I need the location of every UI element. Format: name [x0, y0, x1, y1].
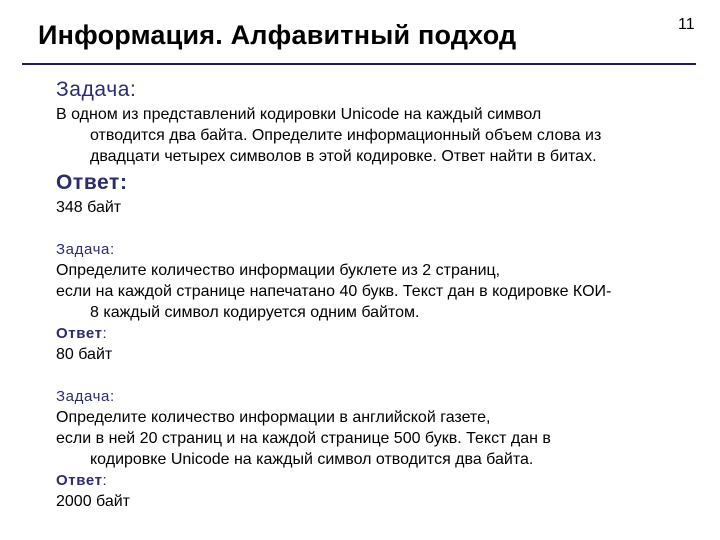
task-2-text: [56, 260, 696, 323]
task-3-text: [56, 407, 696, 470]
task-2-heading: [56, 239, 696, 260]
task-3-answer-heading: [56, 470, 696, 491]
task-3-line-3: кодировке Unicode на каждый символ отводится два байта.: [90, 451, 534, 468]
task-1-heading: Задача:: [56, 78, 137, 101]
task-3-heading-word: Задача: [56, 388, 110, 405]
task-1-line-1: В одном из представлений кодировки Unicode на каждый символ: [56, 106, 542, 123]
task-1-text: [56, 104, 696, 167]
task-3-line-2: если в ней 20 страниц и на каждой странице 500 букв. Текст дан в: [56, 430, 551, 447]
task-3-heading: [56, 386, 696, 407]
task-1-answer-heading: Ответ:: [56, 171, 128, 194]
task-1-line-2: отводится два байта. Определите информационный объем слова из: [90, 127, 602, 144]
task-2-answer: 80 байт: [56, 346, 113, 363]
task-2-heading-colon: :: [109, 241, 115, 258]
spacer: [56, 365, 696, 386]
task-2: [56, 239, 696, 365]
task-2-heading-word: Задача: [56, 241, 110, 258]
task-2-answer-heading: [56, 323, 696, 344]
task-2-line-3: 8 каждый символ кодируется одним байтом.: [90, 304, 420, 321]
task-1: [56, 76, 696, 218]
task-3-heading-colon: :: [109, 388, 115, 405]
task-3-answer-colon: :: [102, 472, 108, 489]
spacer: [56, 218, 696, 239]
title-divider: [22, 63, 696, 65]
task-3-answer-word: Ответ: [56, 472, 103, 489]
slide-content: [56, 76, 696, 512]
task-2-answer-colon: :: [102, 325, 108, 342]
task-1-line-3: двадцати четырех символов в этой кодировке. Ответ найти в битах.: [90, 148, 597, 165]
task-2-answer-word: Ответ: [56, 325, 103, 342]
task-2-line-1: Определите количество информации буклете из 2 страниц,: [56, 262, 501, 279]
task-1-answer: 348 байт: [56, 199, 122, 216]
page-number: 11: [678, 16, 695, 33]
task-3-line-1: Определите количество информации в английской газете,: [56, 409, 491, 426]
task-3: [56, 386, 696, 512]
task-3-answer: 2000 байт: [56, 493, 130, 510]
task-2-line-2: если на каждой странице напечатано 40 букв. Текст дан в кодировке КОИ-: [56, 283, 612, 300]
slide-title: Информация. Алфавитный подход: [38, 20, 517, 50]
